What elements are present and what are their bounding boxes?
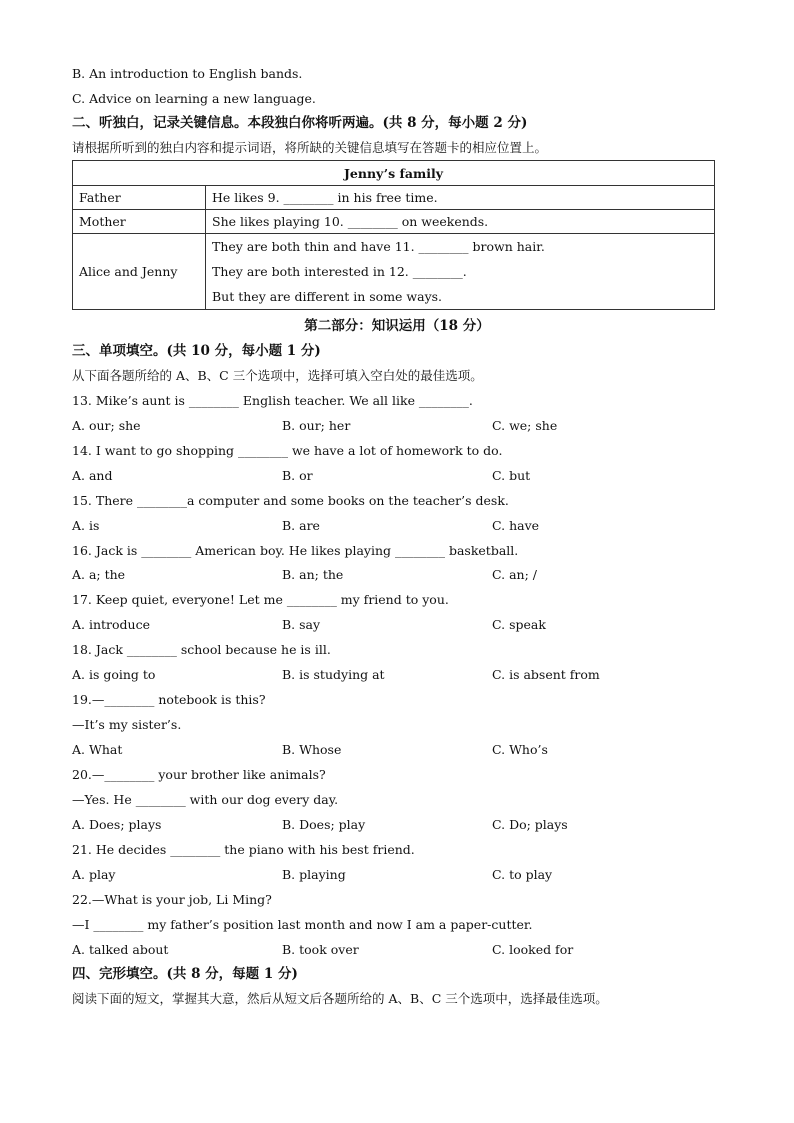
question-stem: 15. There ________a computer and some books on the teacher’s desk. (72, 493, 509, 508)
option-c: C. but (492, 468, 531, 483)
option-a: A. our; she (72, 418, 141, 433)
option-c: C. to play (492, 867, 553, 882)
question-stem: 19.—________ notebook is this? (72, 692, 266, 707)
question-stem: 17. Keep quiet, everyone! Let me ________ my friend to you. (72, 592, 449, 607)
section-instruction: 从下面各题所给的 A、B、C 三个选项中，选择可填入空白处的最佳选项。 (72, 368, 483, 383)
row-label: Father (73, 186, 206, 210)
option-b: B. is studying at (282, 667, 385, 682)
option-line: C. Advice on learning a new language. (72, 91, 316, 106)
option-a: A. and (72, 468, 113, 483)
option-a: A. is going to (72, 667, 156, 682)
option-c: C. an; / (492, 567, 537, 582)
question-stem: —Yes. He ________ with our dog every day. (72, 792, 339, 807)
table-row (73, 234, 715, 310)
option-b: B. are (282, 518, 320, 533)
section-heading: 四、完形填空。(共 8 分，每题 1 分) (72, 966, 298, 982)
question-stem: 13. Mike’s aunt is ________ English teacher. We all like ________. (72, 393, 473, 408)
family-table (72, 160, 715, 310)
row-line: But they are different in some ways. (212, 289, 443, 304)
option-b: B. Does; play (282, 817, 366, 832)
option-c: C. we; she (492, 418, 558, 433)
question-stem: 18. Jack ________ school because he is ill. (72, 642, 331, 657)
row-line: They are both thin and have 11. ________ brown hair. (212, 239, 545, 254)
row-line: They are both interested in 12. ________. (212, 264, 467, 279)
section-heading: 三、单项填空。(共 10 分，每小题 1 分) (72, 343, 321, 359)
section-instruction: 请根据所听到的独白内容和提示词语，将所缺的关键信息填写在答题卡的相应位置上。 (72, 140, 548, 155)
option-a: A. is (72, 518, 100, 533)
option-c: C. Do; plays (492, 817, 568, 832)
option-a: A. What (72, 742, 123, 757)
part-title: 第二部分：知识运用（18 分） (304, 318, 490, 334)
section-heading: 二、听独白，记录关键信息。本段独白你将听两遍。(共 8 分，每小题 2 分) (72, 115, 528, 131)
option-b: B. an; the (282, 567, 344, 582)
row-label: Mother (73, 210, 206, 234)
question-stem: —It’s my sister’s. (72, 717, 182, 732)
section-instruction: 阅读下面的短文，掌握其大意，然后从短文后各题所给的 A、B、C 三个选项中，选择最佳选项。 (72, 991, 608, 1006)
option-b: B. took over (282, 942, 359, 957)
question-stem: 21. He decides ________ the piano with his best friend. (72, 842, 415, 857)
row-content (206, 234, 715, 310)
question-stem: —I ________ my father’s position last month and now I am a paper-cutter. (72, 917, 533, 932)
table-title: Jenny’s family (73, 161, 715, 186)
option-b: B. Whose (282, 742, 342, 757)
question-stem: 14. I want to go shopping ________ we have a lot of homework to do. (72, 443, 503, 458)
option-b: B. playing (282, 867, 346, 882)
option-c: C. have (492, 518, 540, 533)
table-row (73, 210, 715, 234)
option-b: B. or (282, 468, 313, 483)
option-c: C. is absent from (492, 667, 600, 682)
table-row (73, 186, 715, 210)
option-a: A. Does; plays (72, 817, 162, 832)
option-c: C. Who’s (492, 742, 548, 757)
option-c: C. speak (492, 617, 546, 632)
question-stem: 22.—What is your job, Li Ming? (72, 892, 272, 907)
option-b: B. our; her (282, 418, 351, 433)
row-label: Alice and Jenny (73, 234, 206, 310)
row-content: He likes 9. ________ in his free time. (206, 186, 715, 210)
row-content: She likes playing 10. ________ on weekends. (206, 210, 715, 234)
option-a: A. introduce (72, 617, 150, 632)
option-c: C. looked for (492, 942, 574, 957)
option-a: A. talked about (72, 942, 169, 957)
question-stem: 16. Jack is ________ American boy. He likes playing ________ basketball. (72, 543, 519, 558)
question-stem: 20.—________ your brother like animals? (72, 767, 326, 782)
option-line: B. An introduction to English bands. (72, 66, 303, 81)
option-b: B. say (282, 617, 321, 632)
option-a: A. play (72, 867, 116, 882)
option-a: A. a; the (72, 567, 126, 582)
